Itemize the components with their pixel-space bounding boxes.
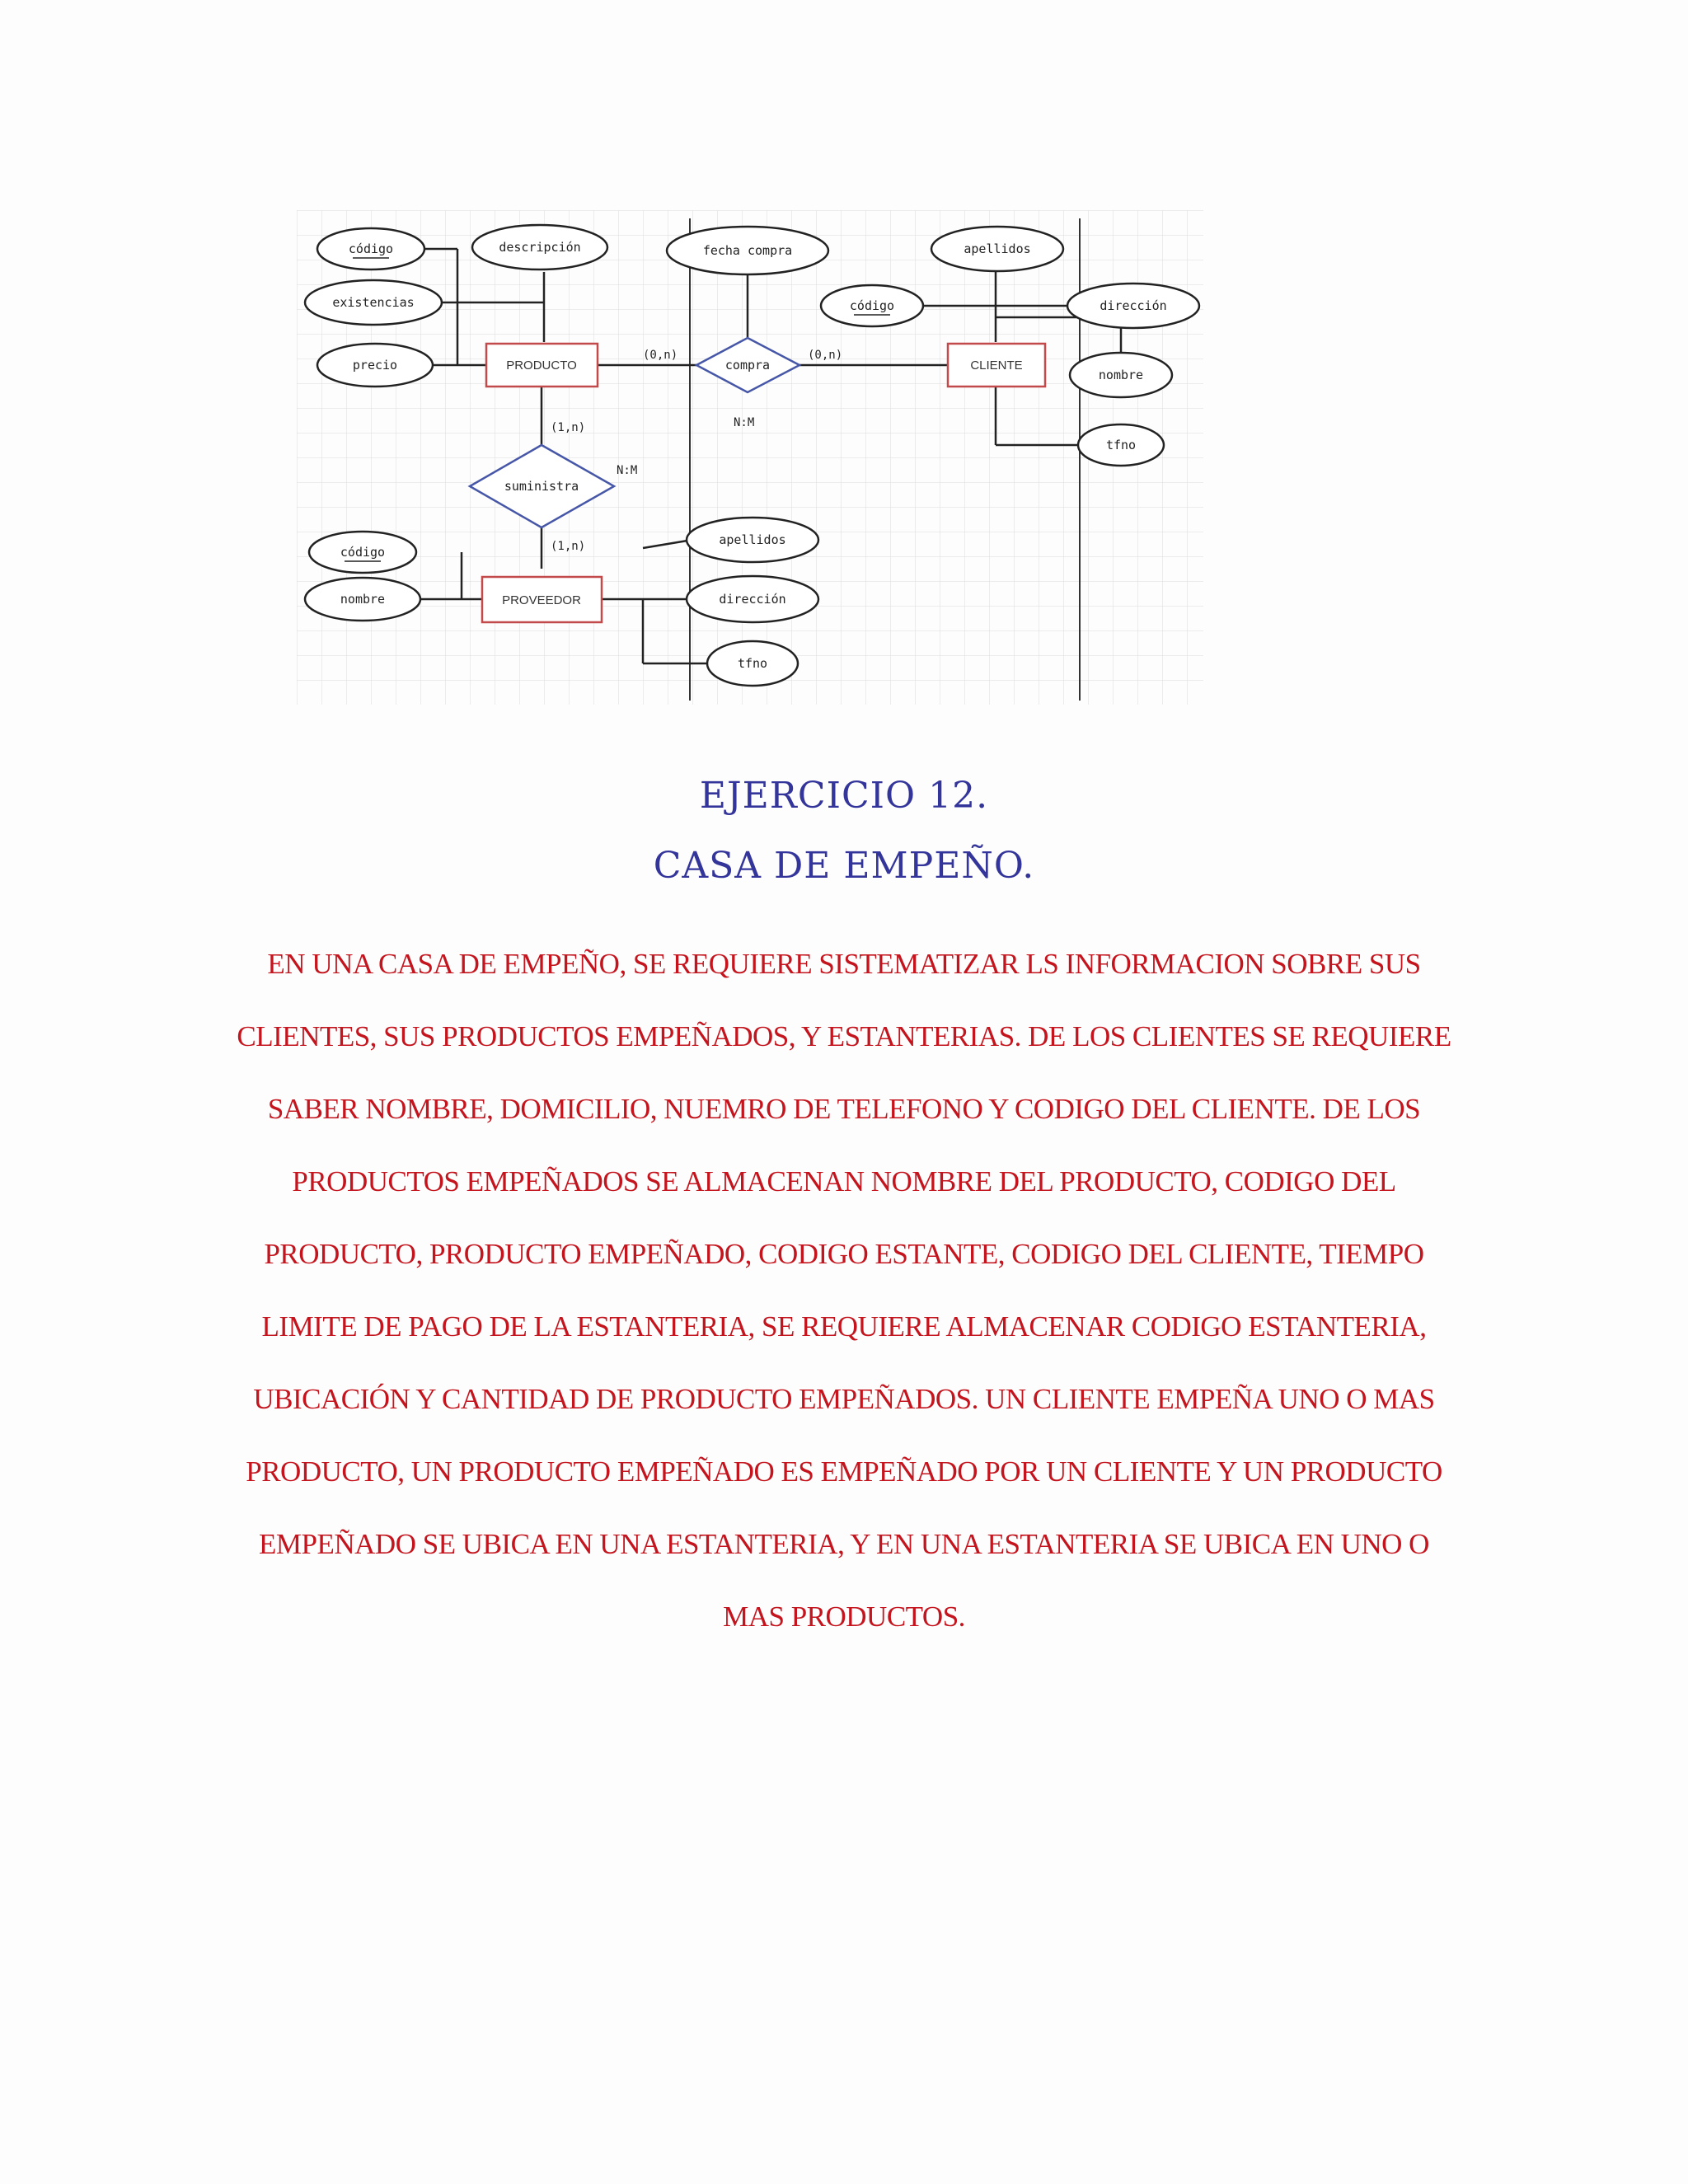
- description-line: PRODUCTOS EMPEÑADOS SE ALMACENAN NOMBRE DEL PRODUCTO, CODIGO DEL: [292, 1165, 1396, 1197]
- attr-label: tfno: [737, 656, 768, 671]
- description-line: MAS PRODUCTOS.: [723, 1601, 965, 1633]
- attr-label: precio: [352, 358, 398, 373]
- cardinality-label: (0,n): [643, 349, 678, 362]
- description-line: CLIENTES, SUS PRODUCTOS EMPEÑADOS, Y ESTANTERIAS. DE LOS CLIENTES SE REQUIERE: [237, 1020, 1451, 1052]
- attr-label: dirección: [1100, 298, 1167, 313]
- cardinality-label: (0,n): [808, 349, 843, 362]
- cardinality-label: N:M: [617, 464, 638, 477]
- cardinality-label: (1,n): [551, 540, 586, 553]
- attr-label: descripción: [499, 240, 581, 255]
- entity-label: CLIENTE: [970, 359, 1023, 373]
- entity-label: PROVEEDOR: [502, 593, 581, 607]
- exercise-title: CASA DE EMPEÑO.: [653, 845, 1035, 887]
- description-line: PRODUCTO, UN PRODUCTO EMPEÑADO ES EMPEÑADO POR UN CLIENTE Y UN PRODUCTO: [246, 1455, 1442, 1488]
- description-line: EMPEÑADO SE UBICA EN UNA ESTANTERIA, Y EN UNA ESTANTERIA SE UBICA EN UNO O: [259, 1528, 1429, 1560]
- cardinality-label: (1,n): [551, 421, 586, 434]
- description-line: LIMITE DE PAGO DE LA ESTANTERIA, SE REQUIERE ALMACENAR CODIGO ESTANTERIA,: [261, 1310, 1427, 1343]
- attr-label: existencias: [332, 295, 415, 310]
- attr-label: código: [340, 545, 386, 560]
- attr-label: dirección: [719, 592, 786, 607]
- attr-label: código: [348, 241, 394, 256]
- relationship-label: suministra: [504, 479, 579, 494]
- cardinality-label: N:M: [734, 416, 755, 429]
- description-line: SABER NOMBRE, DOMICILIO, NUEMRO DE TELEFONO Y CODIGO DEL CLIENTE. DE LOS: [267, 1093, 1421, 1125]
- description-line: EN UNA CASA DE EMPEÑO, SE REQUIERE SISTEMATIZAR LS INFORMACION SOBRE SUS: [267, 948, 1421, 980]
- attr-label: fecha compra: [702, 243, 793, 258]
- grid-background: [297, 210, 1203, 705]
- exercise-number: EJERCICIO 12.: [699, 775, 989, 817]
- er-diagram: [297, 210, 1203, 705]
- description-line: UBICACIÓN Y CANTIDAD DE PRODUCTO EMPEÑADOS. UN CLIENTE EMPEÑA UNO O MAS: [253, 1383, 1435, 1415]
- attr-label: apellidos: [719, 532, 786, 547]
- attr-label: código: [849, 298, 895, 313]
- attr-label: nombre: [340, 592, 386, 607]
- attr-label: nombre: [1098, 368, 1144, 382]
- description-line: PRODUCTO, PRODUCTO EMPEÑADO, CODIGO ESTANTE, CODIGO DEL CLIENTE, TIEMPO: [264, 1238, 1424, 1270]
- relationship-label: compra: [724, 358, 771, 373]
- entity-label: PRODUCTO: [506, 359, 577, 373]
- attr-label: tfno: [1105, 438, 1137, 452]
- attr-label: apellidos: [964, 241, 1031, 256]
